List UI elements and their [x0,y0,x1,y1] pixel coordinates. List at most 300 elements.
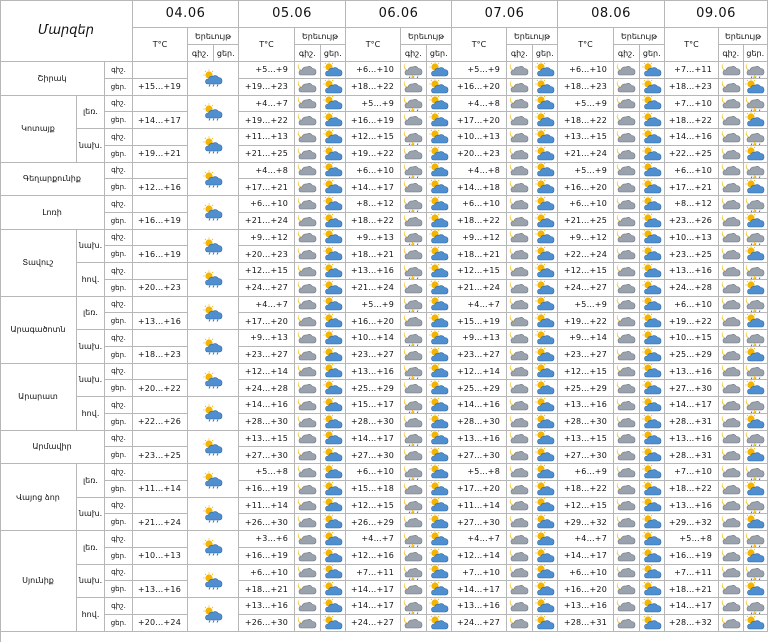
day-temperature: +18…+22 [558,112,614,129]
cloud-icon [401,581,427,598]
sun-cloud-icon [533,397,559,414]
cloud-icon [507,581,533,598]
cloud-icon [507,246,533,263]
sun-cloud-icon [533,230,559,247]
day-temperature: +29…+32 [558,514,614,531]
cloud-icon [507,213,533,230]
day-temperature: +24…+28 [239,380,295,397]
cloud-icon [719,531,744,548]
cloud-icon [295,246,321,263]
night-temperature [133,431,188,448]
cloud-icon [507,230,533,247]
cloud-icon [614,565,640,582]
day-temperature: +18…+21 [665,581,719,598]
night-temperature: +6…+10 [665,163,719,180]
sun-cloud-icon [533,598,559,615]
night-temperature: +5…+9 [346,96,401,113]
sun-cloud-icon [640,447,666,464]
day-temperature: +23…+27 [452,347,507,364]
day-temperature: +16…+19 [239,481,295,498]
day-temperature: +23…+27 [239,347,295,364]
sun-cloud-icon [427,112,453,129]
day-temperature: +20…+24 [133,615,188,632]
rain-icon [401,297,427,314]
cloud-icon [719,364,744,381]
night-label: գիշ. [105,96,133,113]
sun-cloud-icon [321,397,347,414]
cloud-icon [295,514,321,531]
sun-cloud-icon [427,146,453,163]
cloud-icon [614,62,640,79]
night-label: գիշ. [105,397,133,414]
rain-icon [401,565,427,582]
night-temperature: +7…+10 [665,464,719,481]
night-temperature: +6…+10 [346,163,401,180]
sun-cloud-icon [640,313,666,330]
night-temperature: +6…+10 [558,196,614,213]
day-label: ցեր. [105,146,133,163]
day-temperature: +22…+25 [665,146,719,163]
night-temperature: +13…+15 [558,129,614,146]
night-temperature: +14…+16 [665,129,719,146]
night-temperature: +12…+15 [346,498,401,515]
cloud-icon [401,79,427,96]
cloud-icon [295,481,321,498]
sun-cloud-icon [744,213,768,230]
cloud-icon [507,414,533,431]
cloud-icon [507,179,533,196]
cloud-icon [507,598,533,615]
night-temperature: +6…+10 [452,196,507,213]
rain-icon [744,263,768,280]
cloud-icon [507,146,533,163]
cloud-icon [719,112,744,129]
night-temperature: +8…+12 [665,196,719,213]
phenomenon-header: Երեւույթ [401,28,452,45]
sun-cloud-icon [321,464,347,481]
night-temperature: +10…+14 [346,330,401,347]
night-temperature: +15…+17 [346,397,401,414]
day-temperature: +21…+25 [239,146,295,163]
day-temperature: +17…+20 [452,112,507,129]
cloud-icon [295,62,321,79]
sun-cloud-icon [744,246,768,263]
night-temperature: +9…+14 [558,330,614,347]
night-temperature: +13…+16 [558,598,614,615]
night-temperature: +13…+16 [558,397,614,414]
cloud-icon [614,112,640,129]
sun-cloud-icon [321,615,347,632]
sun-cloud-icon [427,347,453,364]
sun-cloud-icon [640,62,666,79]
night-temperature [133,62,188,79]
cloud-icon [507,79,533,96]
cloud-icon [295,129,321,146]
rain-icon [401,196,427,213]
sun-cloud-icon [533,531,559,548]
day-temperature: +28…+31 [665,447,719,464]
sun-cloud-icon [640,364,666,381]
sun-cloud-icon [427,163,453,180]
sun-cloud-icon [427,380,453,397]
zone-label: նախ. [77,364,105,398]
day-temperature: +21…+24 [133,514,188,531]
cloud-icon [614,481,640,498]
cloud-icon [507,464,533,481]
cloud-icon [295,280,321,297]
sun-cloud-icon [427,565,453,582]
day-temperature: +13…+16 [133,313,188,330]
date-header: 09.06 [665,0,768,28]
cloud-icon [295,581,321,598]
sun-cloud-icon [640,531,666,548]
cloud-icon [507,514,533,531]
night-temperature: +14…+17 [665,598,719,615]
night-temperature [133,263,188,280]
day-temperature: +19…+22 [665,313,719,330]
day-temperature: +17…+21 [239,179,295,196]
cloud-icon [719,380,744,397]
sun-cloud-icon [321,129,347,146]
sun-cloud-icon [533,263,559,280]
cloud-icon [401,280,427,297]
night-temperature: +13…+15 [239,431,295,448]
partly-rain-icon [188,364,239,398]
night-temperature: +13…+16 [346,263,401,280]
partly-rain-icon [188,464,239,498]
cloud-icon [295,414,321,431]
sun-cloud-icon [533,163,559,180]
sun-cloud-icon [744,514,768,531]
day-temperature: +18…+22 [558,481,614,498]
cloud-icon [719,431,744,448]
sun-cloud-icon [533,347,559,364]
night-temperature: +13…+16 [452,598,507,615]
day-temperature: +18…+23 [133,347,188,364]
day-temperature: +16…+20 [558,581,614,598]
day-label: ցեր. [105,280,133,297]
rain-icon [401,62,427,79]
sun-cloud-icon [321,447,347,464]
day-temperature: +18…+21 [452,246,507,263]
day-temperature: +28…+30 [452,414,507,431]
day-temperature: +25…+29 [665,347,719,364]
day-temperature: +11…+14 [133,481,188,498]
cloud-icon [719,397,744,414]
phenomenon-header: Երեւույթ [614,28,665,45]
cloud-icon [295,397,321,414]
cloud-icon [614,581,640,598]
region-name: Գեղարքունիք [0,163,105,197]
night-label: գիշ. [105,196,133,213]
night-temperature: +6…+10 [346,62,401,79]
sun-cloud-icon [427,246,453,263]
night-temperature: +12…+15 [558,263,614,280]
day-temperature: +17…+20 [239,313,295,330]
sun-cloud-icon [744,280,768,297]
sun-cloud-icon [321,581,347,598]
sun-cloud-icon [744,313,768,330]
region-name: Կոտայք [0,96,77,163]
sun-cloud-icon [321,514,347,531]
sun-cloud-icon [427,79,453,96]
day-temperature: +28…+31 [558,615,614,632]
sun-cloud-icon [533,615,559,632]
day-temperature: +20…+23 [133,280,188,297]
sun-cloud-icon [427,598,453,615]
day-temperature: +22…+26 [133,414,188,431]
night-header: գիշ. [295,45,321,62]
day-temperature: +22…+24 [558,246,614,263]
night-temperature [133,397,188,414]
zone-label: նախ. [77,230,105,264]
day-temperature: +15…+19 [452,313,507,330]
partly-rain-icon [188,263,239,297]
cloud-icon [401,447,427,464]
cloud-icon [614,146,640,163]
day-temperature: +18…+22 [346,79,401,96]
night-temperature: +4…+7 [239,297,295,314]
sun-cloud-icon [427,263,453,280]
night-temperature: +13…+16 [239,598,295,615]
sun-cloud-icon [744,179,768,196]
day-temperature: +23…+25 [133,447,188,464]
night-temperature [133,196,188,213]
day-label: ցեր. [105,615,133,632]
temp-header: T°C [665,28,719,62]
cloud-icon [401,615,427,632]
sun-cloud-icon [640,79,666,96]
sun-cloud-icon [640,280,666,297]
partly-rain-icon [188,397,239,431]
sun-cloud-icon [640,230,666,247]
rain-icon [744,531,768,548]
cloud-icon [614,246,640,263]
sun-cloud-icon [640,431,666,448]
cloud-icon [401,313,427,330]
partly-rain-icon [188,431,239,465]
sun-cloud-icon [744,112,768,129]
day-temperature: +28…+30 [558,414,614,431]
cloud-icon [507,380,533,397]
region-name: Լոռի [0,196,105,230]
sun-cloud-icon [533,514,559,531]
day-temperature: +17…+20 [452,481,507,498]
day-label: ցեր. [105,79,133,96]
rain-icon [744,230,768,247]
cloud-icon [507,364,533,381]
day-temperature: +23…+26 [665,213,719,230]
cloud-icon [295,313,321,330]
day-temperature: +15…+18 [346,481,401,498]
rain-icon [401,163,427,180]
sun-cloud-icon [640,129,666,146]
night-temperature: +4…+8 [452,163,507,180]
day-temperature: +25…+29 [452,380,507,397]
day-temperature: +20…+23 [239,246,295,263]
sun-cloud-icon [640,96,666,113]
cloud-icon [719,548,744,565]
sun-cloud-icon [321,598,347,615]
day-temperature: +14…+17 [133,112,188,129]
night-label: գիշ. [105,163,133,180]
cloud-icon [614,313,640,330]
night-temperature: +11…+14 [452,498,507,515]
day-label: ցեր. [105,548,133,565]
day-temperature: +23…+27 [558,347,614,364]
sun-cloud-icon [321,531,347,548]
cloud-icon [719,179,744,196]
sun-cloud-icon [640,397,666,414]
day-temperature: +14…+17 [558,548,614,565]
sun-cloud-icon [640,347,666,364]
cloud-icon [507,196,533,213]
day-temperature: +26…+29 [346,514,401,531]
cloud-icon [614,263,640,280]
night-temperature [133,96,188,113]
partly-rain-icon [188,330,239,364]
day-temperature: +25…+29 [558,380,614,397]
sun-cloud-icon [427,548,453,565]
day-label: ցեր. [105,514,133,531]
zone-label: լեռ. [77,464,105,498]
day-temperature: +27…+30 [665,380,719,397]
partly-rain-icon [188,531,239,565]
rain-icon [401,431,427,448]
partly-rain-icon [188,498,239,532]
sun-cloud-icon [640,514,666,531]
cloud-icon [295,565,321,582]
night-temperature: +14…+17 [665,397,719,414]
cloud-icon [719,213,744,230]
sun-cloud-icon [744,481,768,498]
sun-cloud-icon [321,431,347,448]
cloud-icon [614,615,640,632]
sun-cloud-icon [533,112,559,129]
night-header: գիշ. [401,45,427,62]
zone-label: լեռ. [77,531,105,565]
day-label: ցեր. [105,213,133,230]
night-temperature [133,565,188,582]
day-temperature: +18…+22 [452,213,507,230]
day-temperature: +28…+32 [665,615,719,632]
zone-label: նախ. [77,565,105,599]
sun-cloud-icon [533,414,559,431]
night-temperature: +9…+13 [452,330,507,347]
day-temperature: +14…+17 [452,581,507,598]
day-temperature: +18…+22 [665,112,719,129]
day-label: ցեր. [105,414,133,431]
day-temperature: +16…+19 [346,112,401,129]
sun-cloud-icon [744,79,768,96]
cloud-icon [295,112,321,129]
cloud-icon [507,263,533,280]
cloud-icon [719,62,744,79]
sun-cloud-icon [321,548,347,565]
partly-rain-icon [188,129,239,163]
sun-cloud-icon [427,431,453,448]
night-temperature: +4…+8 [239,163,295,180]
cloud-icon [614,380,640,397]
day-temperature: +16…+20 [346,313,401,330]
sun-cloud-icon [533,297,559,314]
night-label: գիշ. [105,297,133,314]
cloud-icon [719,598,744,615]
night-temperature: +5…+9 [452,62,507,79]
day-label: ցեր. [105,447,133,464]
rain-icon [744,62,768,79]
night-temperature: +7…+11 [665,565,719,582]
cloud-icon [507,112,533,129]
night-temperature: +6…+10 [239,565,295,582]
night-temperature: +7…+11 [346,565,401,582]
day-temperature: +27…+30 [558,447,614,464]
cloud-icon [295,380,321,397]
sun-cloud-icon [427,464,453,481]
night-temperature: +12…+14 [239,364,295,381]
sun-cloud-icon [533,581,559,598]
rain-icon [744,364,768,381]
cloud-icon [614,129,640,146]
day-temperature: +25…+29 [346,380,401,397]
rain-icon [744,330,768,347]
day-temperature: +21…+24 [452,280,507,297]
day-temperature: +16…+19 [133,246,188,263]
sun-cloud-icon [640,112,666,129]
night-label: գիշ. [105,230,133,247]
sun-cloud-icon [321,380,347,397]
rain-icon [401,230,427,247]
sun-cloud-icon [533,179,559,196]
night-temperature: +7…+10 [665,96,719,113]
rain-icon [744,464,768,481]
night-temperature: +13…+16 [346,364,401,381]
cloud-icon [507,615,533,632]
night-temperature: +6…+10 [558,62,614,79]
sun-cloud-icon [427,313,453,330]
night-temperature: +10…+13 [452,129,507,146]
cloud-icon [719,514,744,531]
sun-cloud-icon [427,280,453,297]
day-header: ցեր. [744,45,768,62]
cloud-icon [719,96,744,113]
rain-icon [401,464,427,481]
zone-label: հով. [77,397,105,431]
day-temperature: +24…+27 [239,280,295,297]
rain-icon [401,397,427,414]
cloud-icon [401,347,427,364]
cloud-icon [614,347,640,364]
cloud-icon [719,129,744,146]
cloud-icon [614,548,640,565]
rain-icon [744,397,768,414]
night-temperature: +9…+13 [239,330,295,347]
night-temperature: +12…+15 [452,263,507,280]
day-temperature: +21…+24 [346,280,401,297]
day-temperature: +20…+22 [133,380,188,397]
cloud-icon [295,297,321,314]
sun-cloud-icon [321,330,347,347]
sun-cloud-icon [640,414,666,431]
cloud-icon [295,364,321,381]
sun-cloud-icon [640,581,666,598]
cloud-icon [295,179,321,196]
night-temperature: +6…+10 [346,464,401,481]
sun-cloud-icon [321,246,347,263]
day-temperature: +19…+22 [558,313,614,330]
rain-icon [744,196,768,213]
night-temperature: +12…+14 [452,364,507,381]
